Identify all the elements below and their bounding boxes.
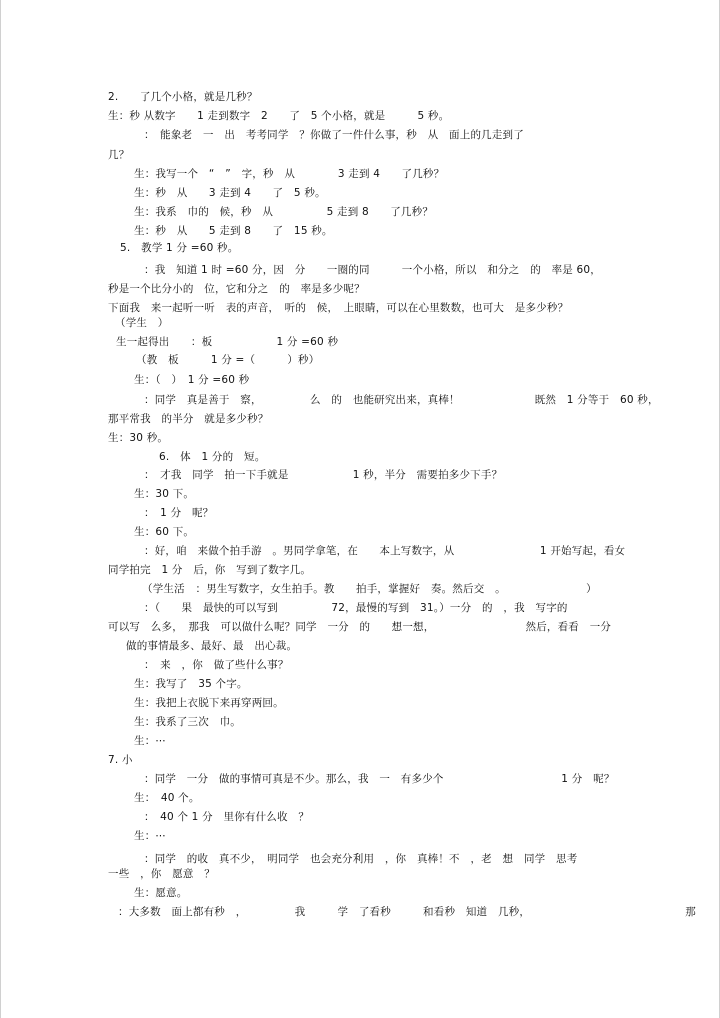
text-line: 生：我系了三次 巾。 (134, 716, 241, 728)
text-line: ：同学 的收 真不少， 明同学 也会充分利用 ，你 真棒！不 ，老 想 同学 思考 (144, 853, 578, 865)
text-line: 可以写 么多， 那我 可以做什么呢？同学 一分 的 想一想， 然后，看看 一分 (108, 621, 612, 633)
text-line: ： 1 分 呢？ (144, 507, 214, 519)
text-line: 几？ (108, 149, 130, 161)
text-line: ：我 知道 1 时 =60 分，因 分 一圈的同 一个小格，所以 和分之 的 率是 60， (144, 264, 601, 276)
text-line: （学生 ） (115, 317, 169, 329)
text-line: 生：（ ） 1 分 =60 秒 (134, 374, 250, 386)
text-line: ： 才我 同学 拍一下手就是 1 秒，半分 需要拍多少下手？ (144, 469, 503, 481)
text-line: 生：秒 从 3 走到 4 了 5 秒。 (134, 187, 326, 199)
text-line: ：大多数 面上都有秒 ， 我 学 了看秒 和看秒 知道 几秒， 那 (118, 906, 696, 918)
text-line: 生一起得出 ：板 1 分 =60 秒 (116, 336, 339, 348)
text-line: 6. 体 1 分的 短。 (159, 451, 266, 463)
text-line: 秒是一个比分小的 位，它和分之 的 率是多少呢？ (108, 283, 365, 295)
text-line: 生：60 下。 (134, 526, 195, 538)
text-line: ： 来 ，你 做了些什么事？ (144, 659, 289, 671)
text-line: 那平常我 的半分 就是多少秒？ (108, 413, 269, 425)
text-line: （学生活 ：男生写数字，女生拍手。教 拍手，掌握好 奏。然后交 。 ） (142, 583, 597, 595)
text-line: 生：我系 巾的 候，秒 从 5 走到 8 了几秒？ (134, 206, 434, 218)
text-line: 做的事情最多、最好、最 出心裁。 (126, 640, 298, 652)
text-line: 生：30 下。 (134, 488, 195, 500)
text-line: 生：我写一个 “ ” 字，秒 从 3 走到 4 了几秒？ (134, 168, 445, 180)
text-line: 2. 了几个小格，就是几秒？ (108, 91, 258, 103)
text-line: ：好，咱 来做个拍手游 。男同学拿笔，在 本上写数字，从 1 开始写起，看女 (144, 545, 626, 557)
text-line: 生：⋯ (134, 735, 167, 747)
text-line: 生：秒 从 5 走到 8 了 15 秒。 (134, 225, 333, 237)
text-line: 生：⋯ (134, 830, 167, 842)
text-line: 下面我 来一起听一听 表的声音， 听的 候， 上眼睛，可以在心里数数，也可大 是多少秒？ (108, 302, 569, 314)
text-line: 5. 教学 1 分 =60 秒。 (120, 242, 239, 254)
text-line: ：同学 真是善于 察， 么 的 也能研究出来，真棒！ 既然 1 分等于 60 秒， (144, 394, 659, 406)
text-line: 生：我写了 35 个字。 (134, 678, 248, 690)
text-line: ： 40 个 1 分 里你有什么收 ？ (144, 811, 310, 823)
text-line: 生：30 秒。 (108, 432, 169, 444)
text-line: 同学拍完 1 分 后，你 写到了数字几。 (108, 564, 312, 576)
text-line: ：同学 一分 做的事情可真是不少。那么，我 一 有多少个 1 分 呢？ (144, 773, 615, 785)
text-line: 生：秒 从数字 1 走到数字 2 了 5 个小格，就是 5 秒。 (108, 110, 450, 122)
text-line: 生：愿意。 (134, 887, 188, 899)
text-line: 7. 小 (108, 754, 133, 766)
text-line: ： 能象老 一 出 考考同学 ？你做了一件什么事，秒 从 面上的几走到了 (144, 129, 524, 141)
text-line: （教 板 1 分 =（ ）秒） (136, 354, 320, 366)
text-line: 一些 ，你 愿意 ？ (108, 868, 215, 880)
text-line: 生： 40 个。 (134, 792, 200, 804)
text-line: ：（ 果 最快的可以写到 72，最慢的写到 31。）一分 的 ，我 写字的 (144, 602, 568, 614)
text-line: 生：我把上衣脱下来再穿两回。 (134, 697, 284, 709)
